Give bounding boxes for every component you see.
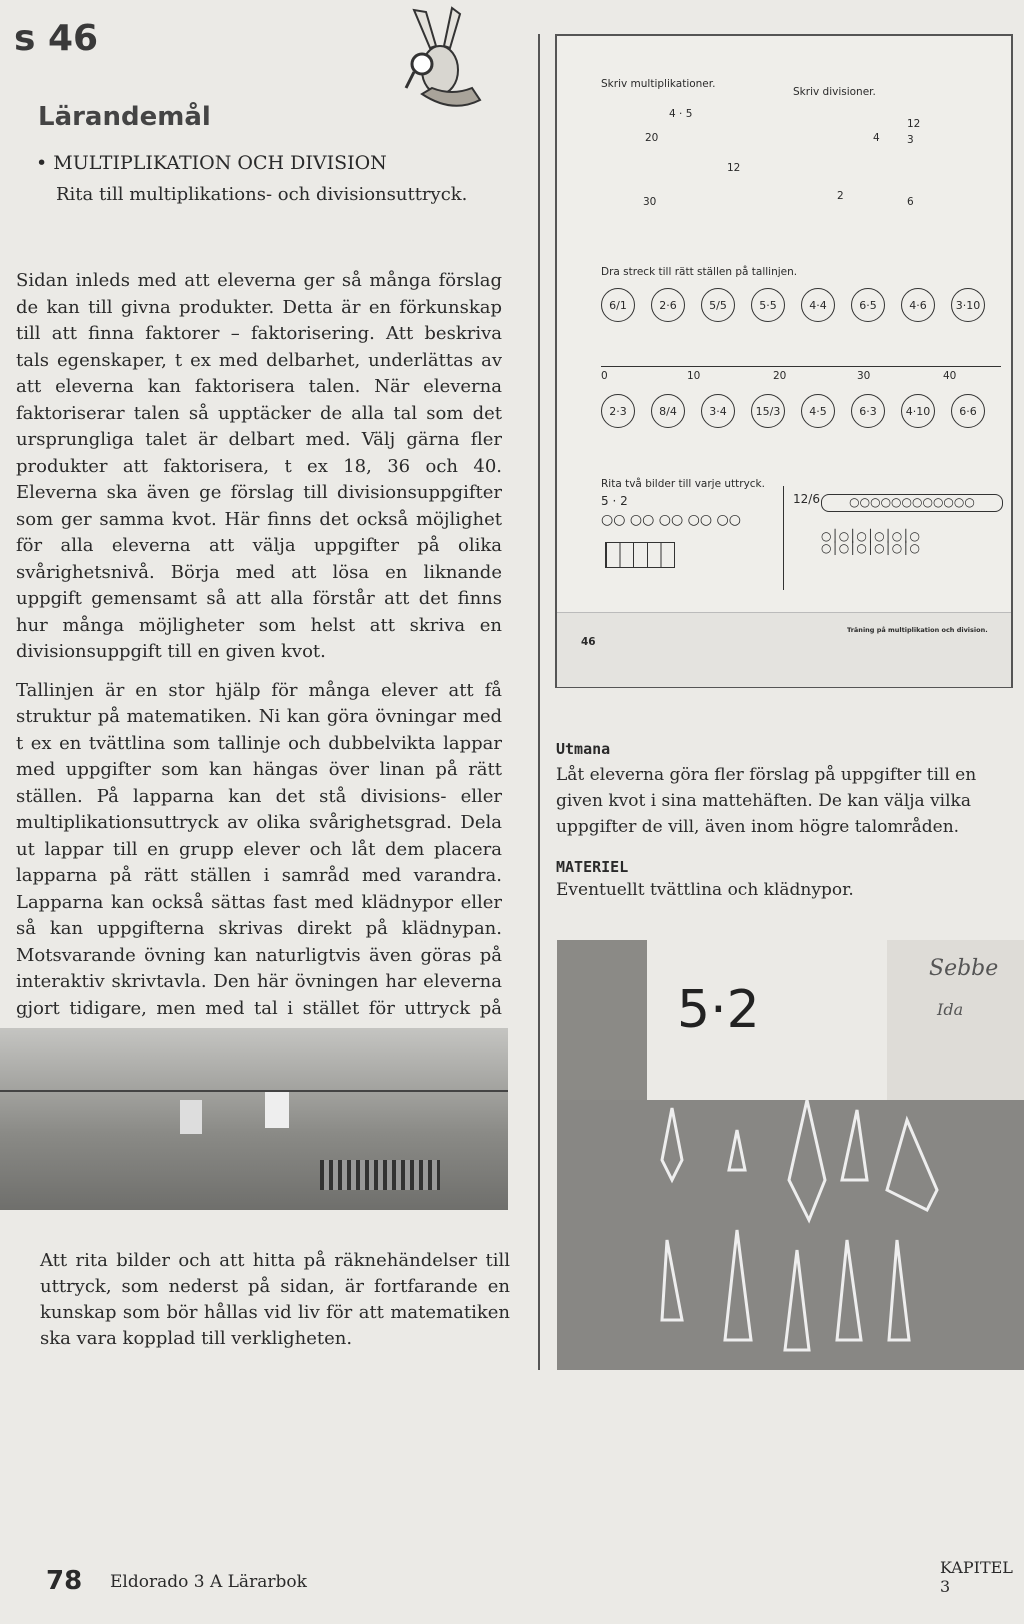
numberline-expression-circle: 4·5 xyxy=(801,394,835,428)
learning-goal-title: Lärandemål xyxy=(38,102,211,132)
wb-heading-div: Skriv divisioner. xyxy=(793,86,876,98)
tick-label: 30 xyxy=(857,370,871,382)
classroom-photo xyxy=(0,1020,508,1210)
closing-paragraph: Att rita bilder och att hitta på räknehändelser till uttryck, som nederst på sidan, är fortfarande en kunskap som bör hållas vid liv för att matematiken ska vara kopplad till verkligheten. xyxy=(40,1250,510,1349)
wb-div-numerator: 12 xyxy=(907,118,921,130)
rocket-drawings-icon xyxy=(557,1100,1024,1370)
circle-row: ○○○○○○○○○○○○ xyxy=(821,494,1003,512)
paragraph-intro: Sidan inleds med att eleverna ger så många förslag de kan till givna produkter. Detta är en förkunskap till att finna faktorer – faktorisering. Att beskriva tals egenskaper, t ex med delbarhet, underlättas av att eleverna kan faktorisera talen. När eleverna faktoriserar talen så upptäcker de alla tal som det ursprungliga talet är delbart med. Välj gärna fler produkter att faktorisera, t ex 18, 36 och 40. Eleverna ska även ge förslag till divisionsuppgifter som ger samma kvot. Här finns det också möjlighet för alla eleverna att välja uppgifter på olika svårighetsnivå. Börja med att lösa en liknande uppgift gemensamt så att alla förstår att det finns hur många möjligheter som helst att skriva en divisionsuppgift till en given kvot. xyxy=(16,270,502,662)
tick-label: 0 xyxy=(601,370,608,382)
tick-label: 40 xyxy=(943,370,957,382)
wb-div-quotient: 6 xyxy=(907,196,914,208)
wb-div-quotient: 2 xyxy=(837,190,844,202)
footer-page-number: 78 xyxy=(46,1566,83,1596)
tick-label: 20 xyxy=(773,370,787,382)
wb-mult-product: 12 xyxy=(727,162,741,174)
wb-footer-band xyxy=(557,612,1011,687)
numberline-expression-circle: 3·4 xyxy=(701,394,735,428)
card-expression: 5·2 xyxy=(677,980,760,1040)
numberline-expression-circle: 6·3 xyxy=(851,394,885,428)
grid-drawing xyxy=(605,542,675,568)
numberline-expression-circle: 5/5 xyxy=(701,288,735,322)
wb-footer-text: Träning på multiplikation och division. xyxy=(847,626,988,634)
numberline-expression-circle: 15/3 xyxy=(751,394,785,428)
student-drawing-photo xyxy=(557,940,1024,1370)
numberline-expression-circle: 6·5 xyxy=(851,288,885,322)
challenge-heading: Utmana xyxy=(556,740,611,758)
numberline-expression-circle: 6/1 xyxy=(601,288,635,322)
wb-mult-product: 20 xyxy=(645,132,659,144)
rabbit-mascot-icon xyxy=(392,4,492,110)
teacher-text xyxy=(16,268,502,1061)
tick-label: 10 xyxy=(687,370,701,382)
numberline-expression-circle: 5·5 xyxy=(751,288,785,322)
wb-mult-product: 30 xyxy=(643,196,657,208)
wb-div-denominator: 3 xyxy=(907,134,914,146)
wb-div-quotient: 4 xyxy=(873,132,880,144)
footer-book-title: Eldorado 3 A Lärarbok xyxy=(110,1572,307,1592)
student-name: Ida xyxy=(937,1000,964,1019)
circle-columns: ○│○│○│○│○│○ ○│○│○│○│○│○ xyxy=(821,529,920,555)
materials-heading: MATERIEL xyxy=(556,858,629,876)
wb-mult-expr: 4 · 5 xyxy=(669,108,693,120)
numberline-expression-circle: 8/4 xyxy=(651,394,685,428)
learning-goal-item: • MULTIPLIKATION OCH DIVISION xyxy=(36,152,387,174)
numberline-expression-circle: 4·10 xyxy=(901,394,935,428)
number-line xyxy=(601,366,1001,367)
wb-expr-div: 12/6 xyxy=(793,492,820,506)
numberline-expression-circle: 4·4 xyxy=(801,288,835,322)
wb-heading-draw: Rita två bilder till varje uttryck. xyxy=(601,478,765,490)
learning-goal-subtitle: Rita till multiplikations- och divisionsuttryck. xyxy=(56,184,468,205)
page-ref: s 46 xyxy=(14,18,99,59)
numberline-expression-circle: 4·6 xyxy=(901,288,935,322)
wb-heading-mult: Skriv multiplikationer. xyxy=(601,78,716,90)
wb-expr-mult: 5 · 2 xyxy=(601,494,628,508)
column-divider xyxy=(538,34,540,1370)
numberline-expression-circle: 3·10 xyxy=(951,288,985,322)
numberline-expression-circle: 6·6 xyxy=(951,394,985,428)
workbook-page-image xyxy=(555,34,1013,688)
wb-page-number: 46 xyxy=(581,636,596,648)
challenge-text: Låt eleverna göra fler förslag på uppgifter till en given kvot i sina mattehäften. De kan välja vilka uppgifter de vill, även inom högre talområden. xyxy=(556,765,977,837)
numberline-expression-circle: 2·6 xyxy=(651,288,685,322)
student-name: Sebbe xyxy=(929,956,999,981)
circle-groups: ○○ ○○ ○○ ○○ ○○ xyxy=(601,512,741,528)
wb-divider xyxy=(783,486,784,590)
paragraph-numberline: Tallinjen är en stor hjälp för många elever att få struktur på matematiken. Ni kan göra övningar med t ex en tvättlina som tallinje och dubbelvikta lappar med uppgifter som kan hängas över linan på rätt ställen. På lapparna kan det stå divisions- eller multiplikationsuttryck av olika svårighetsgrad. Dela ut lappar till en grupp elever och låt dem placera lapparna på rätt ställen i samråd med varandra. Lapparna kan också sättas fast med klädnypor eller så kan uppgifterna skrivas direkt på klädnypan. Motsvarande övning kan naturligtvis även göras på interaktiv skrivtavla. Den här övningen har eleverna gjort tidigare, men med tal i stället för uttryck på xyxy=(16,679,502,1019)
numberline-expression-circle: 2·3 xyxy=(601,394,635,428)
materials-text: Eventuellt tvättlina och klädnypor. xyxy=(556,880,854,900)
wb-heading-numberline: Dra streck till rätt ställen på tallinjen. xyxy=(601,266,798,278)
footer-chapter: KAPITEL 3 xyxy=(940,1558,1013,1596)
